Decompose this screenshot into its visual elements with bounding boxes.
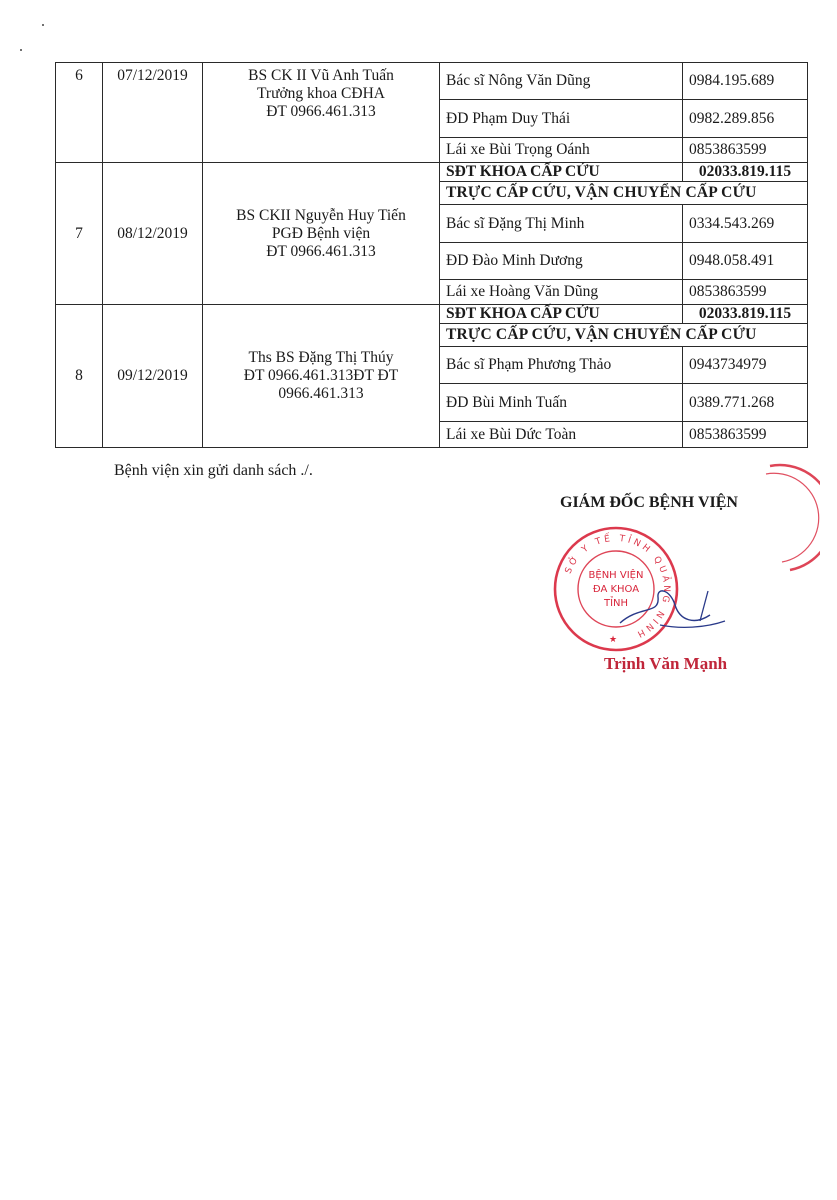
duty-date: 07/12/2019 <box>103 63 203 163</box>
hotline-number: 02033.819.115 <box>683 305 808 324</box>
signature-icon <box>600 585 730 635</box>
leader-phone: 0966.461.313 <box>278 385 364 402</box>
leader-phone: ĐT 0966.461.313 <box>266 103 376 120</box>
signer-name: Trịnh Văn Mạnh <box>604 654 728 673</box>
seal-partial-icon <box>720 460 820 580</box>
staff-name: Lái xe Bùi Dức Toàn <box>440 422 683 448</box>
table-row <box>56 163 808 182</box>
hotline-label: SĐT KHOA CẤP CỨU <box>440 305 683 324</box>
leader-name: BS CK II Vũ Anh Tuấn <box>248 67 394 84</box>
hotline-label: SĐT KHOA CẤP CỨU <box>440 163 683 182</box>
duty-date: 08/12/2019 <box>103 163 203 305</box>
leader-name: Ths BS Đặng Thị Thúy <box>248 349 394 366</box>
row-number: 6 <box>56 63 103 163</box>
duty-roster-table <box>55 62 808 448</box>
section-heading: TRỰC CẤP CỨU, VẬN CHUYỂN CẤP CỨU <box>440 182 808 205</box>
duty-leader <box>203 163 440 305</box>
seal-ring-text: SỞ Y TẾ TỈNH QUẢNG NINH <box>563 533 672 640</box>
staff-phone: 0948.058.491 <box>683 243 808 280</box>
staff-phone: 0853863599 <box>683 280 808 305</box>
director-title: GIÁM ĐỐC BỆNH VIỆN <box>560 494 738 511</box>
staff-phone: 0853863599 <box>683 422 808 448</box>
staff-name: Bác sĩ Đặng Thị Minh <box>440 205 683 243</box>
staff-name: ĐD Bùi Minh Tuấn <box>440 384 683 422</box>
table-row <box>56 305 808 324</box>
duty-leader <box>203 63 440 163</box>
staff-phone: 0853863599 <box>683 138 808 163</box>
closing-text: Bệnh viện xin gửi danh sách ./. <box>114 462 313 479</box>
table-row <box>56 63 808 100</box>
leader-phone: ĐT 0966.461.313ĐT ĐT <box>243 367 399 384</box>
leader-phone: ĐT 0966.461.313 <box>266 242 376 260</box>
seal-line: BỆNH VIỆN <box>588 570 644 581</box>
staff-phone: 0943734979 <box>683 347 808 384</box>
staff-name: Lái xe Bùi Trọng Oánh <box>440 138 683 163</box>
staff-name: Lái xe Hoàng Văn Dũng <box>440 280 683 305</box>
seal-line: ĐA KHOA <box>592 584 640 595</box>
svg-text:★: ★ <box>608 635 618 645</box>
leader-name: BS CKII Nguyễn Huy Tiến <box>236 206 406 224</box>
seal-line: TỈNH <box>603 598 629 609</box>
duty-leader <box>203 305 440 448</box>
staff-phone: 0389.771.268 <box>683 384 808 422</box>
row-number: 8 <box>56 305 103 448</box>
staff-name: Bác sĩ Phạm Phương Thảo <box>440 347 683 384</box>
staff-phone: 0982.289.856 <box>683 100 808 138</box>
scan-speck <box>20 49 22 51</box>
staff-phone: 0984.195.689 <box>683 63 808 100</box>
staff-name: Bác sĩ Nông Văn Dũng <box>440 63 683 100</box>
scan-speck <box>42 24 44 26</box>
hotline-number: 02033.819.115 <box>683 163 808 182</box>
staff-phone: 0334.543.269 <box>683 205 808 243</box>
section-heading: TRỰC CẤP CỨU, VẬN CHUYỂN CẤP CỨU <box>440 324 808 347</box>
leader-role: PGĐ Bệnh viện <box>271 224 371 242</box>
staff-name: ĐD Đào Minh Dương <box>440 243 683 280</box>
staff-name: ĐD Phạm Duy Thái <box>440 100 683 138</box>
duty-date: 09/12/2019 <box>103 305 203 448</box>
leader-role: Trưởng khoa CĐHA <box>257 85 385 102</box>
row-number: 7 <box>56 163 103 305</box>
